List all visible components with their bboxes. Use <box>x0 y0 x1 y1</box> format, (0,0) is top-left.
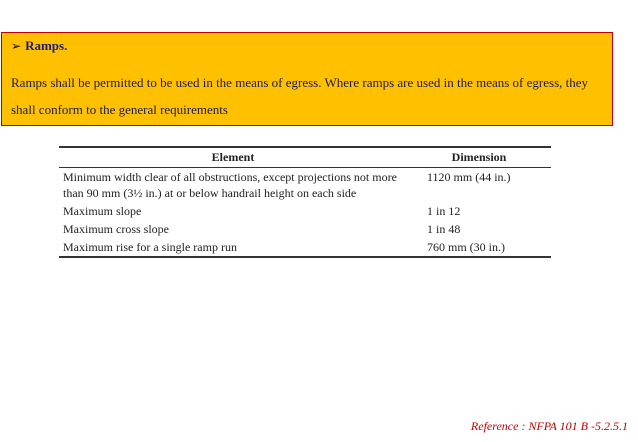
ramps-heading <box>11 38 67 54</box>
header-dimension: Dimension <box>407 147 551 168</box>
table-header-row <box>59 147 551 168</box>
ramp-requirements-table <box>59 146 551 258</box>
ramps-callout-box <box>1 32 613 126</box>
row-dimension-cell: 760 mm (30 in.) <box>407 238 551 257</box>
reference-note: Reference : NFPA 101 B -5.2.5.1 <box>470 419 628 433</box>
ramp-requirements-table-container <box>59 146 551 258</box>
row-element-cell: Maximum slope <box>63 204 142 218</box>
row-element-cell: Minimum width clear of all obstructions, except projections not more than 90 mm (3½ in.) at or below handrail height on each side <box>63 170 397 200</box>
row-element-cell: Maximum rise for a single ramp run <box>59 238 407 257</box>
row-dimension-cell: 1 in 48 <box>427 222 461 236</box>
row-element-cell: Maximum cross slope <box>63 222 169 236</box>
arrow-bullet-icon: ➢ <box>11 39 22 53</box>
table-row <box>59 168 551 203</box>
table-row <box>59 220 551 238</box>
header-element: Element <box>59 147 407 168</box>
row-dimension-cell: 1120 mm (44 in.) <box>427 170 511 184</box>
ramps-description: Ramps shall be permitted to be used in the means of egress. Where ramps are used in the means of egress, they shall conform to the general requirements <box>11 75 589 117</box>
table-row <box>59 238 551 257</box>
row-dimension-cell: 1 in 12 <box>427 204 461 218</box>
ramps-heading-title: Ramps. <box>25 38 68 53</box>
table-row <box>59 202 551 220</box>
